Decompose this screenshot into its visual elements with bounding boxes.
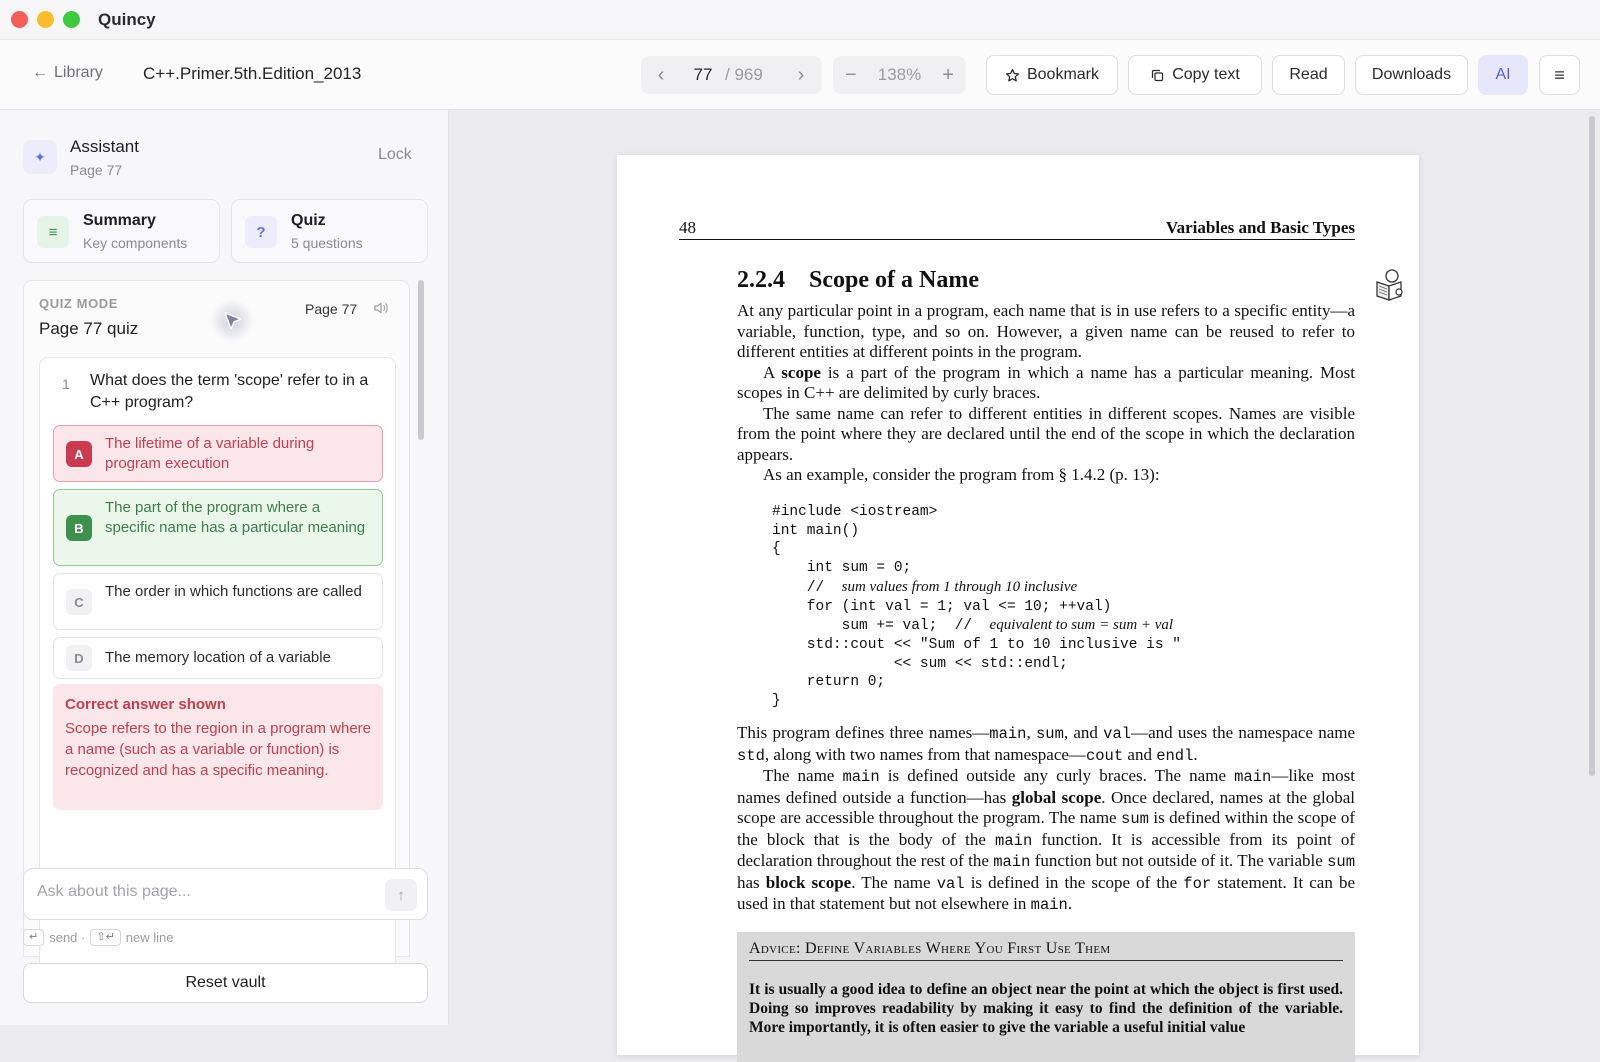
downloads-button[interactable] <box>1355 55 1468 95</box>
code-term: val <box>936 874 965 893</box>
bookmark-label: Bookmark <box>1026 66 1100 83</box>
total-pages: / 969 <box>725 65 763 84</box>
mouse-cursor <box>210 299 254 343</box>
arrow-left-icon: ← <box>32 64 48 81</box>
feedback-body: Scope refers to the region in a program where a name (such as a variable or function) is recognized and has a specific meaning. <box>65 720 371 779</box>
hint-send: send · <box>49 930 86 945</box>
document-title: C++.Primer.5th.Edition_2013 <box>143 64 362 83</box>
ask-input[interactable] <box>37 883 367 901</box>
page-paragraphs <box>737 301 1355 486</box>
close-window-button[interactable] <box>11 11 28 28</box>
zoom-control <box>833 56 966 94</box>
document-viewer[interactable] <box>450 110 1600 1036</box>
page-paragraphs-after-code <box>737 723 1355 916</box>
code-term: sum <box>1327 853 1355 871</box>
quiz-panel[interactable] <box>23 280 410 957</box>
keyboard-hint <box>23 929 174 946</box>
question-number: 1 <box>62 376 70 392</box>
copy-text-button[interactable] <box>1128 55 1262 95</box>
window-controls <box>11 11 80 28</box>
send-button[interactable] <box>385 879 417 911</box>
assistant-title: Assistant <box>70 137 139 156</box>
minimize-window-button[interactable] <box>37 11 54 28</box>
option-text: The part of the program where a specific name has a particular meaning <box>105 499 366 536</box>
text-run: and <box>1123 744 1157 764</box>
code-term: cout <box>1085 746 1124 765</box>
summary-title: Summary <box>83 212 156 229</box>
text-run: has <box>737 872 766 892</box>
advice-body: It is usually a good idea to define an object near the point at which the object is first used. Doing so improves readability by making it easy to find the definition of the variable. More importantly, it is often easier to give the variable a useful initial value <box>749 981 1343 1036</box>
option-text: The memory location of a variable <box>105 649 331 666</box>
zoom-in-button[interactable]: + <box>942 63 954 86</box>
text-run: function. It is accessible from its point of declaration throughout the rest of the <box>737 829 1355 870</box>
section-heading <box>737 267 979 294</box>
assistant-page: Page 77 <box>70 162 123 178</box>
section-number: 2.2.4 <box>737 267 785 293</box>
code-line: int sum = 0; <box>772 560 912 577</box>
ai-label: AI <box>1495 66 1511 83</box>
feedback-title: Correct answer shown <box>65 696 226 713</box>
option-letter: A <box>66 441 92 467</box>
question-mark-icon: ? <box>245 216 277 248</box>
quiz-card[interactable] <box>231 199 428 263</box>
ask-box <box>23 868 428 920</box>
assistant-sidebar <box>0 110 449 1025</box>
text-run: —and uses the namespace name <box>1131 723 1356 742</box>
quiz-heading: Page 77 quiz <box>39 319 139 338</box>
option-letter: D <box>66 645 92 671</box>
section-title: Scope of a Name <box>809 267 979 293</box>
code-line: sum += val; // <box>772 618 990 635</box>
text-run: is defined outside any curly braces. The name <box>879 766 1235 785</box>
star-icon <box>1005 68 1020 83</box>
text-run: is defined in the scope of the <box>964 872 1184 892</box>
code-comment: equivalent to sum = sum + val <box>989 617 1174 634</box>
code-term: sum <box>1121 810 1149 828</box>
code-line: { <box>772 541 781 558</box>
paragraph-text: The same name can refer to different entities in different scopes. Names are visible from the point where they are declared until the end of the scope in which the declaration appears. <box>737 403 1355 464</box>
window-titlebar <box>0 0 1600 40</box>
code-line: } <box>772 693 781 710</box>
read-label: Read <box>1289 66 1328 83</box>
answer-option-b[interactable] <box>53 489 383 566</box>
zoom-window-button[interactable] <box>63 11 80 28</box>
page-navigator <box>641 56 822 94</box>
paragraph <box>737 363 1355 404</box>
code-term: std <box>737 746 765 765</box>
ai-assistant-toggle[interactable] <box>1478 55 1528 95</box>
shift-enter-key-icon: ⇧↵ <box>90 929 120 946</box>
sparkle-icon: ✦ <box>23 140 57 174</box>
summary-card[interactable] <box>23 199 220 263</box>
text-run: . Once declared, names at the global scope are accessible throughout the program. The name <box>737 787 1356 827</box>
current-page-input[interactable]: 77 <box>693 65 713 84</box>
previous-page-button[interactable]: ‹ <box>657 63 665 86</box>
hamburger-menu-icon: ≡ <box>1554 64 1565 85</box>
downloads-label: Downloads <box>1371 66 1452 83</box>
advice-title: Advice: Define Variables Where You First Use Them <box>749 940 1343 961</box>
viewer-scrollbar[interactable] <box>1589 116 1595 776</box>
quiz-title: Quiz <box>291 212 326 229</box>
text-run: , and <box>1063 723 1104 742</box>
next-page-button[interactable]: › <box>797 63 805 86</box>
text-run: . The name <box>851 872 937 892</box>
zoom-level: 138% <box>877 65 922 84</box>
paragraph-text: At any particular point in a program, each name that is in use refers to a specific entity—a variable, function, type, and so on. However, a given name can be reused to refer to different entities at different points in the program. <box>737 301 1355 361</box>
paragraph <box>737 404 1355 466</box>
chapter-title: Variables and Basic Types <box>1165 218 1355 237</box>
reader-toolbar <box>0 40 1600 110</box>
paragraph <box>737 465 1355 486</box>
code-line: for (int val = 1; val <= 10; ++val) <box>772 598 1112 615</box>
text-run: function but not outside of it. The variable <box>1030 851 1328 870</box>
paragraph <box>737 723 1355 766</box>
text-run: , <box>1026 723 1036 742</box>
quiz-scrollbar[interactable] <box>418 280 424 440</box>
code-term: main <box>993 853 1031 871</box>
paragraph-text: As an example, consider the program from § 1.4.2 (p. 13): <box>763 465 1160 484</box>
term-global-scope: global scope <box>1011 787 1102 807</box>
printed-page-number: 48 <box>679 218 696 237</box>
code-term: endl <box>1156 746 1194 765</box>
option-letter: B <box>66 515 92 541</box>
paragraph <box>737 301 1355 363</box>
term-block-scope: block scope <box>765 872 852 892</box>
text-run: . <box>1193 744 1198 764</box>
quiz-subtitle: 5 questions <box>291 235 363 251</box>
hint-newline: new line <box>125 930 174 945</box>
answer-option-d[interactable] <box>53 637 383 679</box>
option-letter: C <box>66 589 92 615</box>
option-text: The lifetime of a variable during program execution <box>105 435 315 472</box>
term-scope: scope <box>781 362 821 382</box>
code-term: val <box>1103 725 1132 743</box>
library-back-link[interactable] <box>32 64 103 82</box>
code-term: main <box>842 768 880 786</box>
question-text: What does the term 'scope' refer to in a C++ program? <box>90 372 369 411</box>
copy-text-label: Copy text <box>1172 66 1240 83</box>
code-term: main <box>989 725 1027 743</box>
code-line: // <box>772 579 842 596</box>
code-term: main <box>995 831 1033 850</box>
text-run: is defined within the scope of the block that is the body of the <box>737 808 1355 849</box>
code-term: for <box>1183 874 1212 893</box>
code-term: sum <box>1035 725 1064 743</box>
menu-button[interactable] <box>1539 55 1580 95</box>
code-line: << sum << std::endl; <box>772 655 1068 672</box>
option-text: The order in which functions are called <box>105 583 362 600</box>
code-line: std::cout << "Sum of 1 to 10 inclusive is " <box>772 636 1181 653</box>
reader-margin-icon <box>1373 268 1405 307</box>
library-back-label: Library <box>54 64 103 81</box>
reset-vault-label: Reset vault <box>185 974 266 991</box>
running-header <box>679 216 1355 240</box>
summary-subtitle: Key components <box>83 235 188 251</box>
code-listing <box>772 503 1181 711</box>
text-run: , along with two names from that namespace— <box>764 744 1086 764</box>
code-term: main <box>1234 768 1272 786</box>
text-run: . <box>1067 894 1073 913</box>
text-run: A <box>763 362 782 382</box>
code-line: int main() <box>772 522 860 539</box>
document-page <box>617 155 1419 1055</box>
answer-option-c[interactable] <box>53 573 383 630</box>
enter-key-icon: ↵ <box>23 929 44 946</box>
lock-button[interactable]: Lock <box>378 146 412 163</box>
app-title: Quincy <box>98 9 156 29</box>
text-run: —like most names defined outside a function—has <box>737 766 1355 807</box>
advice-box <box>737 932 1355 1062</box>
quiz-page-label: Page 77 <box>305 301 358 317</box>
cursor-arrow-icon <box>210 299 254 343</box>
code-line: return 0; <box>772 674 886 691</box>
code-comment: sum values from 1 through 10 inclusive <box>841 578 1078 595</box>
text-run: The name <box>763 766 843 785</box>
answer-option-a[interactable] <box>53 425 383 482</box>
zoom-out-button[interactable]: − <box>845 63 857 86</box>
answer-feedback <box>53 684 383 810</box>
list-icon: ≡ <box>37 216 69 248</box>
paragraph <box>737 766 1355 916</box>
read-button[interactable] <box>1272 55 1345 95</box>
code-term: main <box>1030 896 1068 914</box>
speaker-icon[interactable] <box>373 301 389 318</box>
text-run: statement. It can be used in that statement but not elsewhere in <box>737 872 1355 913</box>
reset-vault-button[interactable] <box>23 963 428 1003</box>
text-run: is a part of the program in which a name has a particular meaning. Most scopes in C++ are delimited by curly braces. <box>737 362 1355 402</box>
text-run: This program defines three names— <box>737 723 990 742</box>
bookmark-button[interactable] <box>986 55 1118 95</box>
quiz-mode-label: QUIZ MODE <box>39 296 119 311</box>
copy-icon <box>1150 68 1165 83</box>
code-line: #include <iostream> <box>772 504 938 520</box>
arrow-up-icon: ↑ <box>397 886 405 904</box>
